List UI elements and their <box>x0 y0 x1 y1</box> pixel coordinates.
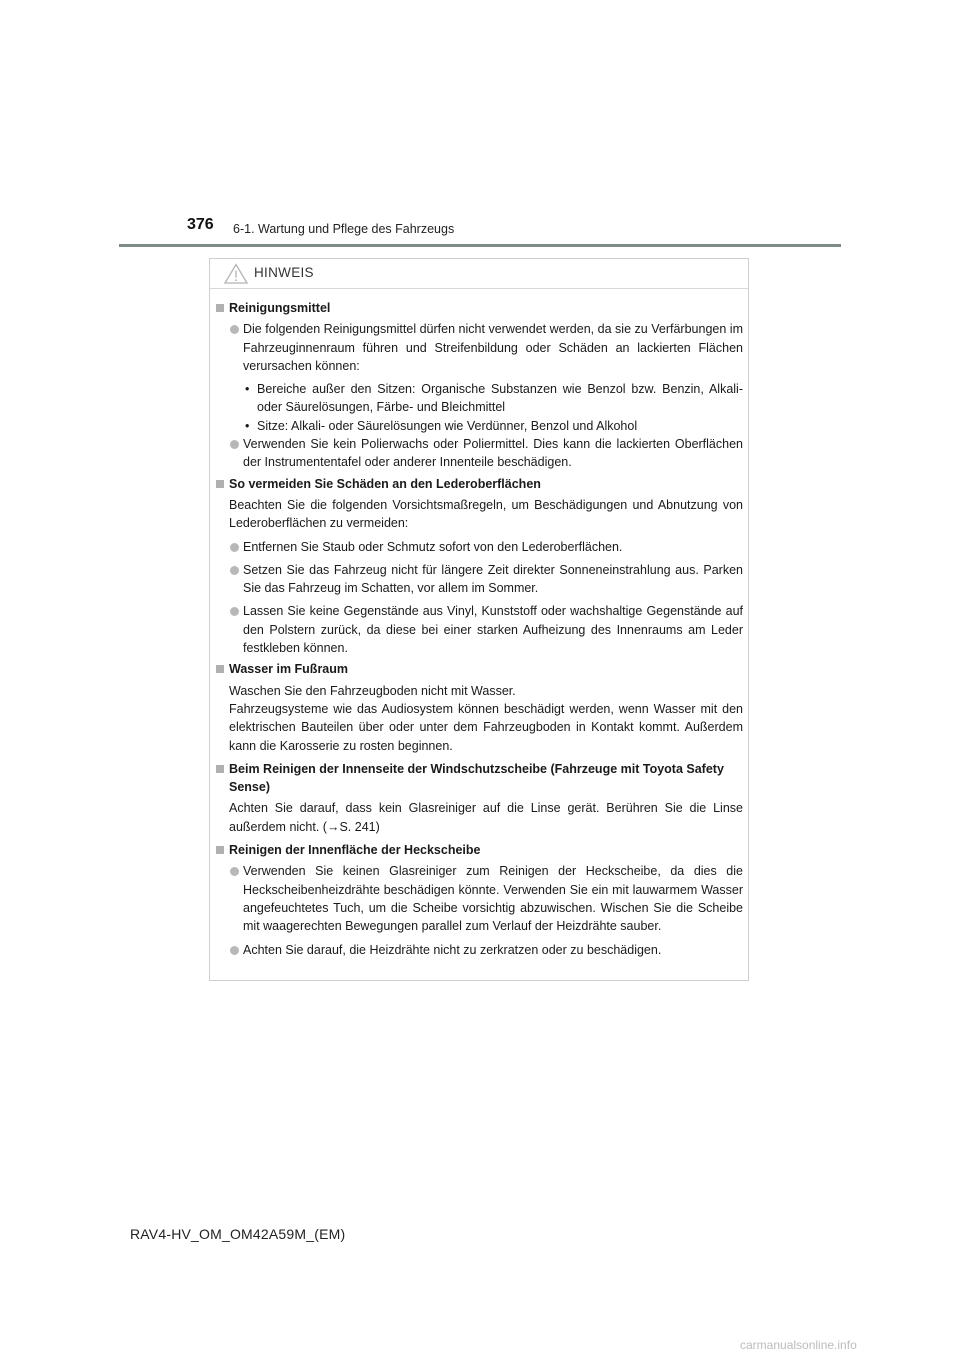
square-bullet-icon <box>216 765 224 773</box>
section-heading: Reinigen der Innenfläche der Heckscheibe <box>215 841 743 859</box>
document-id: RAV4-HV_OM_OM42A59M_(EM) <box>130 1226 346 1242</box>
circle-bullet-icon <box>230 867 239 876</box>
circle-bullet-icon <box>230 607 239 616</box>
watermark: carmanualsonline.info <box>740 1338 857 1352</box>
sub-list-item: • Sitze: Alkali- oder Säurelösungen wie Verdünner, Benzol und Alkohol <box>215 417 743 435</box>
notice-box <box>209 258 749 981</box>
list-item: Entfernen Sie Staub oder Schmutz sofort von den Lederoberflächen. <box>215 538 743 556</box>
square-bullet-icon <box>216 304 224 312</box>
paragraph: Beachten Sie die folgenden Vorsichtsmaßregeln, um Beschädigungen und Abnutzung von Lederoberflächen zu vermeiden: <box>229 497 743 531</box>
list-item: Verwenden Sie keinen Glasreiniger zum Reinigen der Heckscheibe, da dies die Heckscheibenheizdrähte beschädigen könnte. Verwenden Sie ein mit lauwarmem Wasser angefeuchtetes Tuch, um die Scheibe vorsichtig abzuwischen. Wischen Sie die Scheibe mit waagerechten Bewegungen parallel zum Verlauf der Heizdrähte sauber. <box>215 862 743 935</box>
notice-header <box>210 259 748 289</box>
list-item: Lassen Sie keine Gegenstände aus Vinyl, Kunststoff oder wachshaltige Gegenstände auf den Polstern zurück, da diese bei einer starken Aufheizung des Innenraums am Leder festkleben können. <box>215 602 743 657</box>
list-item: Achten Sie darauf, die Heizdrähte nicht zu zerkratzen oder zu beschädigen. <box>215 941 743 959</box>
page-number: 376 <box>187 216 214 233</box>
square-bullet-icon <box>216 846 224 854</box>
circle-bullet-icon <box>230 440 239 449</box>
paragraph: Achten Sie darauf, dass kein Glasreiniger auf die Linse gerät. Berühren Sie die Linse außerdem nicht. (→S. 241) <box>229 801 743 834</box>
sub-list-item: • Bereiche außer den Sitzen: Organische Substanzen wie Benzol bzw. Benzin, Alkali- oder Säurelösungen, Färbe- und Bleichmittel <box>245 382 743 415</box>
circle-bullet-icon <box>230 946 239 955</box>
list-item: Verwenden Sie kein Polierwachs oder Poliermittel. Dies kann die lackierten Oberflächen der Instrumententafel oder anderer Innenteile beschädigen. <box>215 435 743 472</box>
section-heading: So vermeiden Sie Schäden an den Lederoberflächen <box>215 475 743 493</box>
paragraph: Waschen Sie den Fahrzeugboden nicht mit Wasser. <box>229 683 516 698</box>
notice-title: HINWEIS <box>254 265 314 280</box>
small-dot-bullet-icon: • <box>245 418 250 433</box>
section-heading: Beim Reinigen der Innenseite der Windschutzscheibe (Fahrzeuge mit Toyota Safety Sense) <box>215 760 743 797</box>
list-item: Die folgenden Reinigungsmittel dürfen nicht verwendet werden, da sie zu Verfärbungen im Fahrzeuginnenraum führen und Streifenbildung oder Schäden an lackierten Flächen verursachen können: <box>215 320 743 375</box>
header-divider <box>119 244 841 247</box>
list-item: Setzen Sie das Fahrzeug nicht für längere Zeit direkter Sonneneinstrahlung aus. Parken Sie das Fahrzeug im Schatten, vor allem im Sommer. <box>215 561 743 598</box>
small-dot-bullet-icon: • <box>245 382 250 397</box>
square-bullet-icon <box>216 665 224 673</box>
section-title: 6-1. Wartung und Pflege des Fahrzeugs <box>233 222 455 236</box>
section-heading: Reinigungsmittel <box>215 299 743 317</box>
paragraph: Fahrzeugsysteme wie das Audiosystem können beschädigt werden, wenn Wasser mit den elektrischen Bauteilen über oder unter dem Fahrzeugboden in Kontakt kommt. Außerdem kann die Karosserie zu rosten beginnen. <box>229 701 743 753</box>
warning-triangle-icon <box>224 263 248 284</box>
circle-bullet-icon <box>230 566 239 575</box>
notice-content <box>215 299 743 962</box>
circle-bullet-icon <box>230 325 239 334</box>
square-bullet-icon <box>216 480 224 488</box>
circle-bullet-icon <box>230 543 239 552</box>
section-heading: Wasser im Fußraum <box>215 660 743 678</box>
page-header <box>187 214 847 242</box>
